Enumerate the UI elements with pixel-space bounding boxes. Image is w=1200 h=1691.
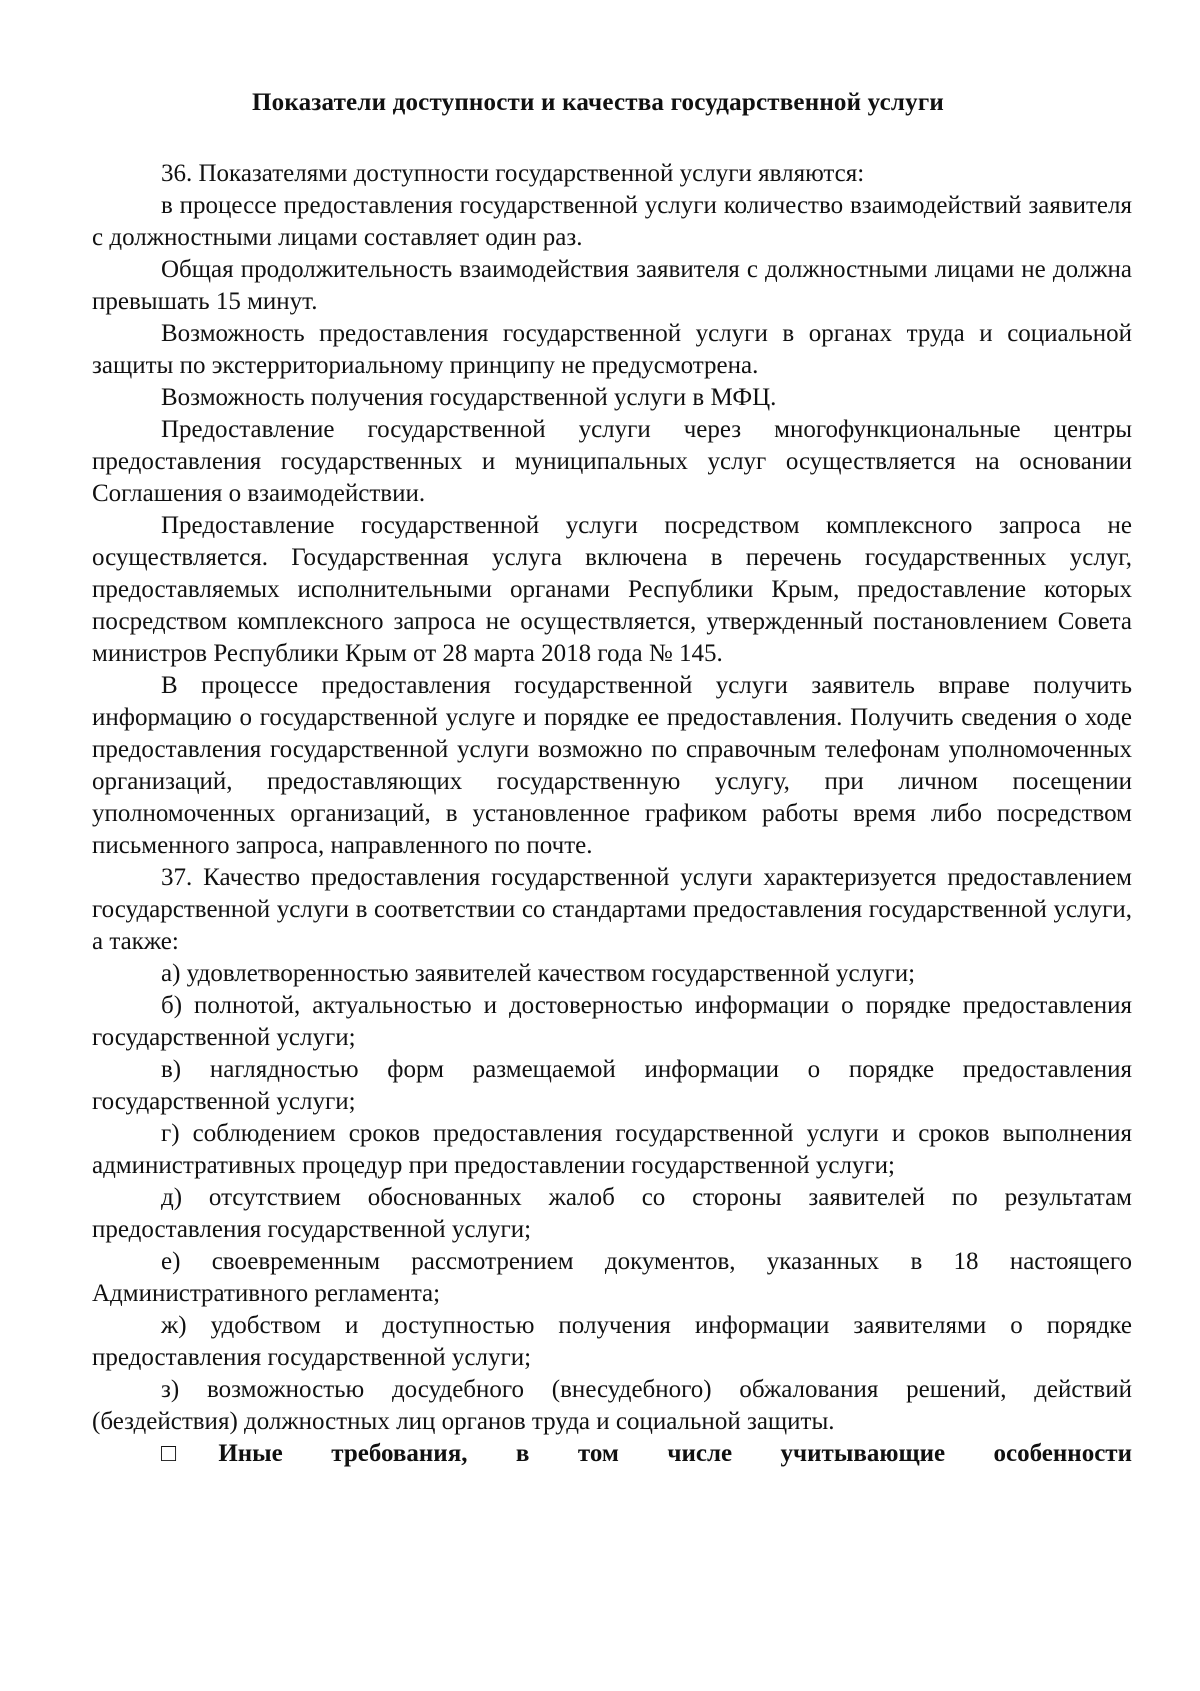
paragraph-mfc-possibility: Возможность получения государственной услуги в МФЦ. [161,384,777,411]
list-item-g: г) соблюдением сроков предоставления государственной услуги и сроков выполнения административных процедур при предоставлении государственной услуги; [92,1120,1132,1179]
list-item-b: б) полнотой, актуальностью и достоверностью информации о порядке предоставления государственной услуги; [92,992,1132,1051]
document-page [92,88,1132,1470]
list-item-d: д) отсутствием обоснованных жалоб со стороны заявителей по результатам предоставления государственной услуги; [92,1184,1132,1243]
paragraph-37-quality: 37. Качество предоставления государственной услуги характеризуется предоставлением государственной услуги в соответствии со стандартами предоставления государственной услуги, а также: [92,864,1132,955]
list-item-a: а) удовлетворенностью заявителей качеством государственной услуги; [161,960,916,987]
document-title: Показатели доступности и качества государственной услуги [252,89,944,116]
list-item-v: в) наглядностью форм размещаемой информации о порядке предоставления государственной услуги; [92,1056,1132,1115]
paragraph-information: В процессе предоставления государственной услуги заявитель вправе получить информацию о государственной услуге и порядке ее предоставления. Получить сведения о ходе предоставления государственной услуги возможно по справочным телефонам уполномоченных организаций, предоставляющих государственную услугу, при личном посещении уполномоченных организаций, в установленное графиком работы время либо посредством письменного запроса, направленного по почте. [92,672,1132,859]
paragraph-interaction-duration: Общая продолжительность взаимодействия заявителя с должностными лицами не должна превышать 15 минут. [92,256,1132,315]
paragraph-interactions-count: в процессе предоставления государственной услуги количество взаимодействий заявителя с должностными лицами составляет один раз. [92,192,1132,251]
list-item-e: е) своевременным рассмотрением документов, указанных в 18 настоящего Административного регламента; [92,1248,1132,1307]
paragraph-mfc-agreement: Предоставление государственной услуги через многофункциональные центры предоставления государственных и муниципальных услуг осуществляется на основании Соглашения о взаимодействии. [92,416,1132,507]
list-item-z: з) возможностью досудебного (внесудебного) обжалования решений, действий (бездействия) должностных лиц органов труда и социальной защиты. [92,1376,1132,1435]
list-item-zh: ж) удобством и доступностью получения информации заявителями о порядке предоставления государственной услуги; [92,1312,1132,1371]
paragraph-extraterritorial: Возможность предоставления государственной услуги в органах труда и социальной защиты по экстерриториальному принципу не предусмотрена. [92,320,1132,379]
section-heading-other-requirements: □Иные требования, в том числе учитывающие особенности [161,1440,1132,1467]
paragraph-complex-request: Предоставление государственной услуги посредством комплексного запроса не осуществляется. Государственная услуга включена в перечень государственных услуг, предоставляемых исполнительными органами Республики Крым, предоставление которых посредством комплексного запроса не осуществляется, утвержденный постановлением Совета министров Республики Крым от 28 марта 2018 года № 145. [92,512,1132,667]
paragraph-36-intro: 36. Показателями доступности государственной услуги являются: [161,160,865,187]
